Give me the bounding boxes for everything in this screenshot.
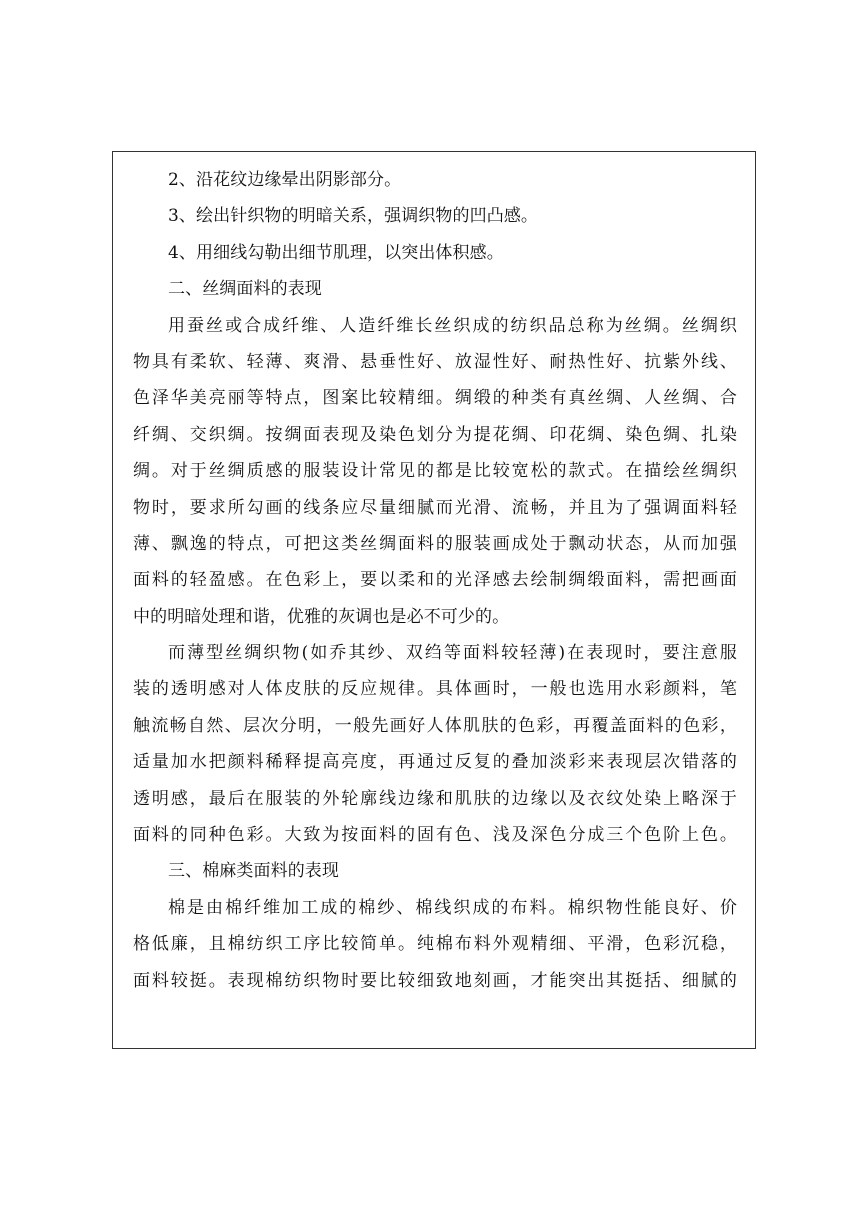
section-heading-silk: 二、丝绸面料的表现	[168, 279, 322, 300]
section-heading-cotton-linen: 三、棉麻类面料的表现	[168, 861, 339, 882]
text-line: 棉是由棉纤维加工成的棉纱、棉线织成的布料。棉织物性能良好、价	[168, 897, 737, 918]
text-line: 纤绸、交织绸。按绸面表现及染色划分为提花绸、印花绸、染色绸、扎染	[133, 424, 737, 445]
text-line: 中的明暗处理和谐，优雅的灰调也是必不可少的。	[133, 606, 510, 627]
text-line: 2、沿花纹边缘晕出阴影部分。	[168, 170, 402, 190]
text-line: 4、用细线勾勒出细节肌理，以突出体积感。	[168, 242, 504, 263]
text-line: 适量加水把颜料稀释提高亮度，再通过反复的叠加淡彩来表现层次错落的	[133, 752, 737, 773]
text-line: 面料较挺。表现棉纺织物时要比较细致地刻画，才能突出其挺括、细腻的	[133, 970, 737, 991]
text-line: 3、绘出针织物的明暗关系，强调织物的凹凸感。	[168, 206, 539, 227]
text-line: 触流畅自然、层次分明，一般先画好人体肌肤的色彩，再覆盖面料的色彩，	[133, 715, 737, 736]
text-line: 物具有柔软、轻薄、爽滑、悬垂性好、放湿性好、耐热性好、抗紫外线、	[133, 351, 737, 372]
text-line: 装的透明感对人体皮肤的反应规律。具体画时，一般也选用水彩颜料，笔	[133, 679, 737, 700]
text-line: 格低廉，且棉纺织工序比较简单。纯棉布料外观精细、平滑，色彩沉稳，	[133, 934, 737, 955]
text-line: 薄、飘逸的特点，可把这类丝绸面料的服装画成处于飘动状态，从而加强	[133, 533, 737, 554]
text-line: 绸。对于丝绸质感的服装设计常见的都是比较宽松的款式。在描绘丝绸织	[133, 461, 737, 482]
text-line: 面料的同种色彩。大致为按面料的固有色、浅及深色分成三个色阶上色。	[133, 825, 737, 846]
text-line: 而薄型丝绸织物(如乔其纱、双绉等面料较轻薄)在表现时，要注意服	[168, 643, 737, 664]
text-line: 透明感，最后在服装的外轮廓线边缘和肌肤的边缘以及衣纹处染上略深于	[133, 788, 737, 809]
text-line: 物时，要求所勾画的线条应尽量细腻而光滑、流畅，并且为了强调面料轻	[133, 497, 737, 518]
text-line: 色泽华美亮丽等特点，图案比较精细。绸缎的种类有真丝绸、人丝绸、合	[133, 388, 737, 409]
body-text	[133, 162, 737, 999]
text-line: 用蚕丝或合成纤维、人造纤维长丝织成的纺织品总称为丝绸。丝绸织	[168, 315, 737, 336]
text-frame	[112, 151, 756, 1049]
text-line: 面料的轻盈感。在色彩上，要以柔和的光泽感去绘制绸缎面料，需把画面	[133, 570, 737, 591]
